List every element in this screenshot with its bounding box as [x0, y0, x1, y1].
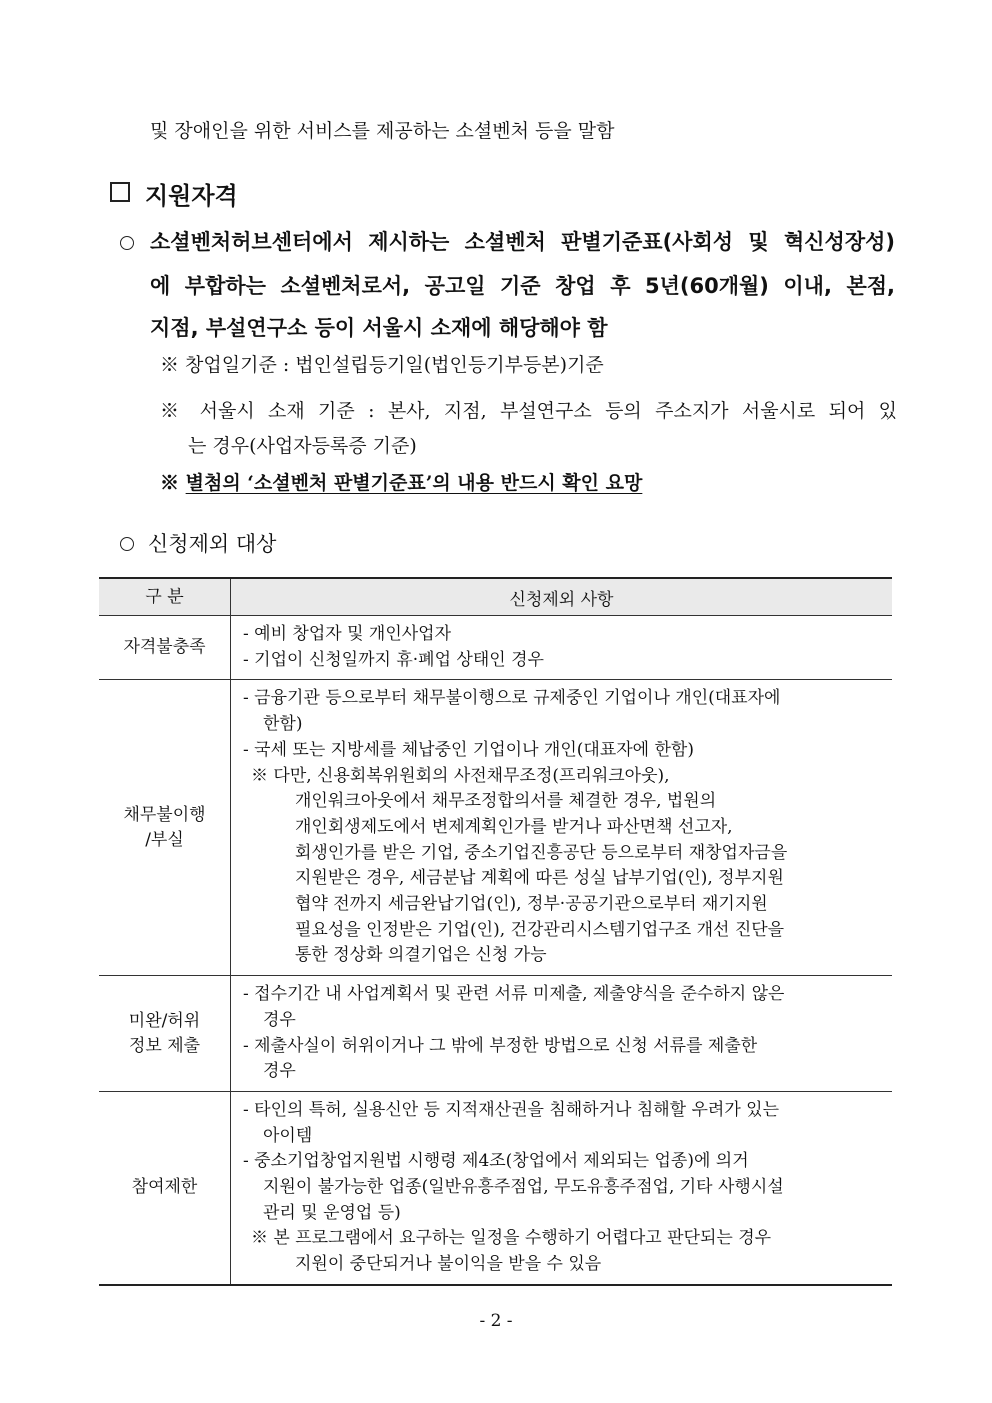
row-category-line1: 참여제한	[131, 1177, 198, 1198]
row-category	[99, 976, 231, 1092]
eligibility-line-2: 에 부합하는 소셜벤처로서, 공고일 기준 창업 후 5년(60개월) 이내, 본점,	[150, 274, 895, 298]
row-item: ※ 다만, 신용회복위원회의 사전채무조정(프리워크아웃),	[251, 765, 670, 786]
note-seoul-location-2: 는 경우(사업자등록증 기준)	[188, 435, 417, 457]
row-item: - 중소기업창업지원법 시행령 제4조(창업에서 제외되는 업종)에 의거	[243, 1151, 749, 1172]
row-item: 협약 전까지 세금완납기업(인), 정부·공공기관으로부터 재기지원	[295, 894, 768, 915]
table-row	[99, 1091, 892, 1284]
row-item: 회생인가를 받은 기업, 중소기업진흥공단 등으로부터 재창업자금을	[295, 842, 788, 863]
row-item: 지원이 불가능한 업종(일반유흥주점업, 무도유흥주점업, 기타 사행시설	[263, 1177, 784, 1198]
row-category-line1: 자격불충족	[123, 637, 206, 658]
row-item: - 제출사실이 허위이거나 그 밖에 부정한 방법으로 신청 서류를 제출한	[243, 1035, 758, 1056]
row-category	[99, 680, 231, 976]
row-details	[231, 976, 893, 1092]
bullet-circle-icon	[120, 537, 134, 551]
table-row	[99, 616, 892, 680]
note-check-criteria	[160, 468, 642, 495]
note-founding-date: ※ 창업일기준 : 법인설립등기일(법인등기부등본)기준	[160, 354, 604, 376]
row-details	[231, 616, 893, 680]
exclusion-table	[99, 577, 892, 1286]
row-item: 관리 및 운영업 등)	[263, 1202, 401, 1223]
note-check-criteria-text: 별첨의 ‘소셜벤처 판별기준표’의 내용 반드시 확인 요망	[185, 472, 643, 494]
row-details	[231, 680, 893, 976]
row-category-line1: 미완/허위	[128, 1010, 201, 1031]
section-title: 지원자격	[145, 182, 238, 210]
row-item: - 국세 또는 지방세를 체납중인 기업이나 개인(대표자에 한함)	[243, 739, 694, 760]
row-category-line2: 정보 제출	[128, 1035, 201, 1056]
row-item: 필요성을 인정받은 기업(인), 건강관리시스템기업구조 개선 진단을	[295, 919, 785, 940]
header-category: 구 분	[99, 578, 231, 616]
bullet-circle-icon	[120, 236, 134, 250]
row-category	[99, 616, 231, 680]
note-mark: ※	[160, 472, 186, 494]
row-category	[99, 1091, 231, 1284]
note-seoul-location-1: ※ 서울시 소재 기준 : 본사, 지점, 부설연구소 등의 주소지가 서울시로 되어 있	[160, 400, 897, 422]
row-item: - 접수기간 내 사업계획서 및 관련 서류 미제출, 제출양식을 준수하지 않은	[243, 984, 785, 1005]
row-details	[231, 1091, 893, 1284]
table-header-row	[99, 578, 892, 616]
row-item: 지원이 중단되거나 불이익을 받을 수 있음	[295, 1254, 602, 1275]
row-item: 통한 정상화 의결기업은 신청 가능	[295, 945, 547, 966]
eligibility-line-3: 지점, 부설연구소 등이 서울시 소재에 해당해야 함	[150, 316, 608, 340]
row-item: 개인워크아웃에서 채무조정합의서를 체결한 경우, 법원의	[295, 791, 717, 812]
row-item: ※ 본 프로그램에서 요구하는 일정을 수행하기 어렵다고 판단되는 경우	[251, 1228, 772, 1249]
row-item: 경우	[263, 1009, 296, 1030]
table-row	[99, 976, 892, 1092]
table-row	[99, 680, 892, 976]
row-item: - 예비 창업자 및 개인사업자	[243, 624, 452, 644]
row-item: 개인회생제도에서 변제계획인가를 받거나 파산면책 선고자,	[295, 816, 733, 837]
row-item: - 타인의 특허, 실용신안 등 지적재산권을 침해하거나 침해할 우려가 있는	[243, 1099, 780, 1120]
row-item: - 금융기관 등으로부터 채무불이행으로 규제중인 기업이나 개인(대표자에	[243, 688, 781, 709]
page-number: - 2 -	[479, 1311, 513, 1331]
row-category-line1: 채무불이행	[123, 804, 206, 825]
row-item: 지원받은 경우, 세금분납 계획에 따른 성실 납부기업(인), 정부지원	[295, 868, 784, 889]
row-item: 한함)	[263, 714, 303, 735]
row-item: 경우	[263, 1061, 296, 1082]
exclusion-title: 신청제외 대상	[148, 532, 277, 556]
row-item: 아이템	[263, 1125, 313, 1146]
header-details: 신청제외 사항	[231, 578, 893, 616]
section-checkbox-icon	[110, 182, 130, 202]
eligibility-line-1: 소셜벤처허브센터에서 제시하는 소셜벤처 판별기준표(사회성 및 혁신성장성)	[150, 230, 895, 254]
row-item: - 기업이 신청일까지 휴·폐업 상태인 경우	[243, 649, 544, 670]
intro-line: 및 장애인을 위한 서비스를 제공하는 소셜벤처 등을 말함	[150, 120, 615, 142]
row-category-line2: /부실	[145, 829, 184, 850]
